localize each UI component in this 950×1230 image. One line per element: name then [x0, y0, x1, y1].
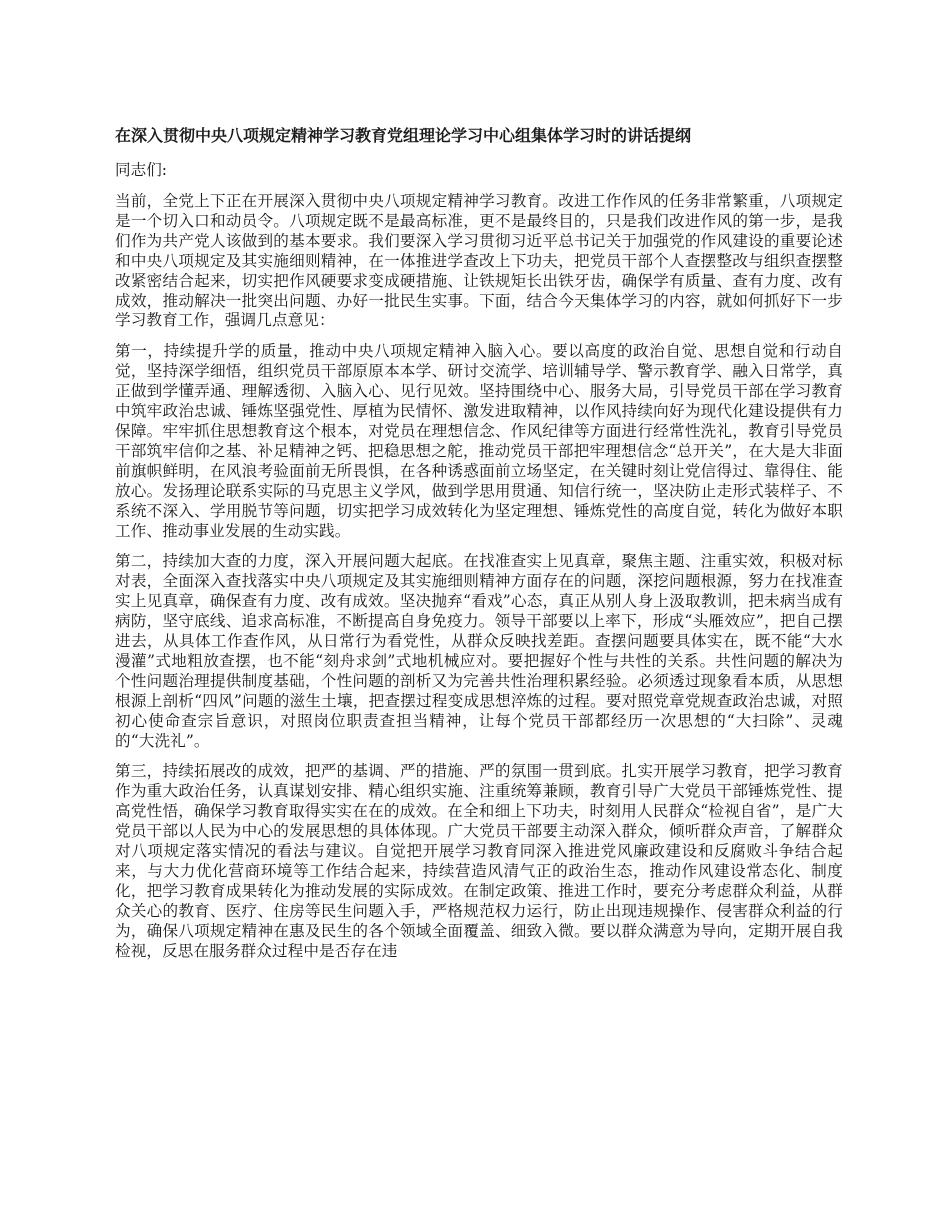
paragraph-first-point: 第一，持续提升学的质量，推动中央八项规定精神入脑入心。要以高度的政治自觉、思想自觉和行动自觉，坚持深学细悟，组织党员干部原原本本学、研讨交流学、培训辅导学、警示教育学、融入日常学，真正做到学懂弄通、理解透彻、入脑入心、见行见效。坚持围绕中心、服务大局，引导党员干部在学习教育中筑牢政治忠诚、锤炼坚强党性、厚植为民情怀、激发进取精神，以作风持续向好为现代化建设提供有力保障。牢牢抓住思想教育这个根本，对党员在理想信念、作风纪律等方面进行经常性洗礼，教育引导党员干部筑牢信仰之基、补足精神之钙、把稳思想之舵，推动党员干部把牢理想信念“总开关”，在大是大非面前旗帜鲜明，在风浪考验面前无所畏惧，在各种诱惑面前立场坚定，在关键时刻让党信得过、靠得住、能放心。发扬理论联系实际的马克思主义学风，做到学思用贯通、知信行统一，坚决防止走形式装样子、不系统不深入、学用脱节等问题，切实把学习成效转化为坚定理想、锤炼党性的高度自觉，转化为做好本职工作、推动事业发展的生动实践。 [115, 342, 843, 540]
paragraph-intro: 当前，全党上下正在开展深入贯彻中央八项规定精神学习教育。改进工作作风的任务非常繁重，八项规定是一个切入口和动员令。八项规定既不是最高标准，更不是最终目的，只是我们改进作风的第一步，是我们作为共产党人该做到的基本要求。我们要深入学习贯彻习近平总书记关于加强党的作风建设的重要论述和中央八项规定及其实施细则精神，在一体推进学查改上下功夫，把党员干部个人查摆整改与组织查摆整改紧密结合起来，切实把作风硬要求变成硬措施、让铁规矩长出铁牙齿，确保学有质量、查有力度、改有成效，推动解决一批突出问题、办好一批民生实事。下面，结合今天集体学习的内容，就如何抓好下一步学习教育工作，强调几点意见： [115, 192, 843, 330]
document-page [115, 124, 843, 973]
document-title: 在深入贯彻中央八项规定精神学习教育党组理论学习中心组集体学习时的讲话提纲 [115, 126, 692, 145]
paragraph-second-point: 第二，持续加大查的力度，深入开展问题大起底。在找准查实上见真章，聚焦主题、注重实效，积极对标对表，全面深入查找落实中央八项规定及其实施细则精神方面存在的问题，深挖问题根源，努力在找准查实上见真章，确保查有力度、改有成效。坚决抛弃“看戏”心态，真正从别人身上汲取教训，把未病当成有病防，坚守底线、追求高标准，不断提高自身免疫力。领导干部要以上率下，形成“头雁效应”，把自己摆进去，从具体工作查作风，从日常行为看党性，从群众反映找差距。查摆问题要具体实在，既不能“大水漫灌”式地粗放查摆，也不能“刻舟求剑”式地机械应对。要把握好个性与共性的关系。共性问题的解决为个性问题治理提供制度基础，个性问题的剖析又为完善共性治理积累经验。必须透过现象看本质，从思想根源上剖析“四风”问题的滋生土壤，把查摆过程变成思想淬炼的过程。要对照党章党规查政治忠诚，对照初心使命查宗旨意识，对照岗位职责查担当精神，让每个党员干部都经历一次思想的“大扫除”、灵魂的“大洗礼”。 [115, 552, 843, 750]
paragraph-third-point: 第三，持续拓展改的成效，把严的基调、严的措施、严的氛围一贯到底。扎实开展学习教育，把学习教育作为重大政治任务，认真谋划安排、精心组织实施、注重统筹兼顾，教育引导广大党员干部锤炼党性、提高党性悟，确保学习教育取得实实在在的成效。在全和细上下功夫，时刻用人民群众“检视自省”，是广大党员干部以人民为中心的发展思想的具体体现。广大党员干部要主动深入群众，倾听群众声音，了解群众对八项规定落实情况的看法与建议。自觉把开展学习教育同深入推进党风廉政建设和反腐败斗争结合起来，与大力优化营商环境等工作结合起来，持续营造风清气正的政治生态，推动作风建设常态化、制度化，把学习教育成果转化为推动发展的实际成效。在制定政策、推进工作时，要充分考虑群众利益，从群众关心的教育、医疗、住房等民生问题入手，严格规范权力运行，防止出现违规操作、侵害群众利益的行为，确保八项规定精神在惠及民生的各个领域全面覆盖、细致入微。要以群众满意为导向，定期开展自我检视，反思在服务群众过程中是否存在违 [115, 762, 843, 960]
salutation: 同志们: [115, 161, 168, 179]
